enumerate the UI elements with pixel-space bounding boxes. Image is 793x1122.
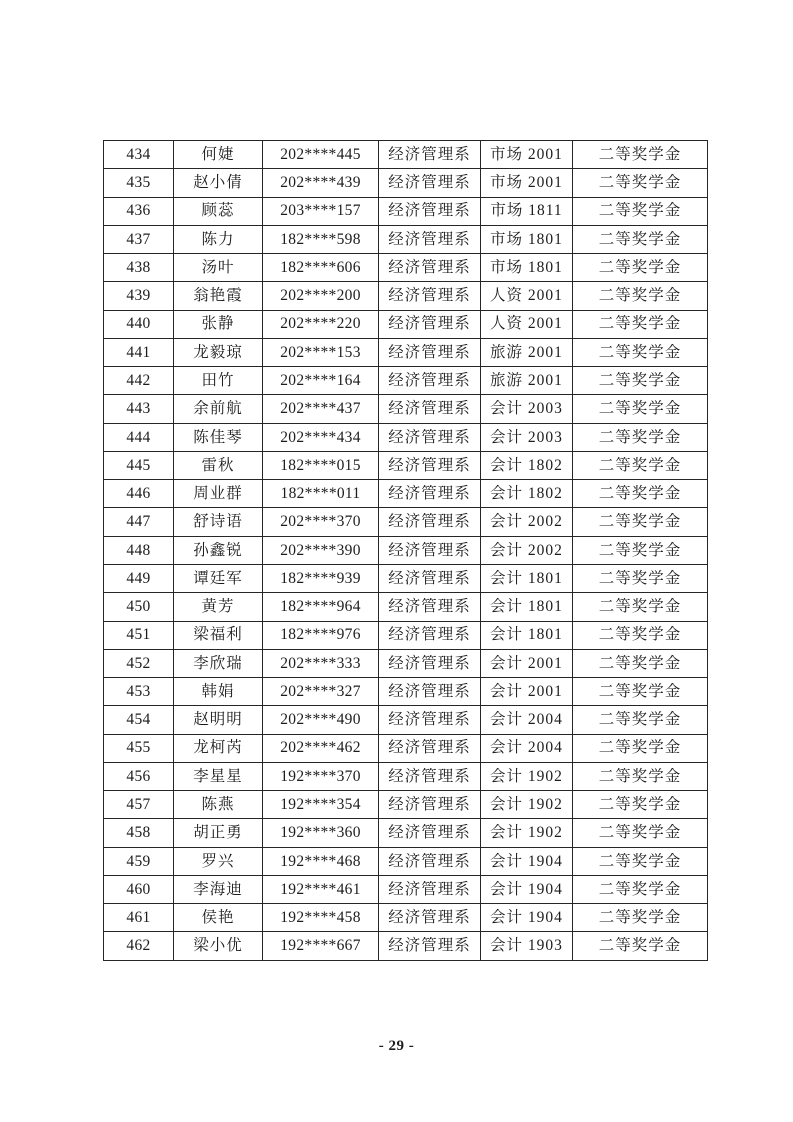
table-row (104, 338, 708, 366)
cell-name: 舒诗语 (174, 508, 263, 536)
table-row (104, 819, 708, 847)
cell-name: 龙毅琼 (174, 338, 263, 366)
cell-award: 二等奖学金 (573, 649, 708, 677)
cell-award: 二等奖学金 (573, 254, 708, 282)
cell-award: 二等奖学金 (573, 310, 708, 338)
cell-department: 经济管理系 (379, 904, 481, 932)
cell-student-id: 192****458 (263, 904, 379, 932)
cell-award: 二等奖学金 (573, 197, 708, 225)
table-row (104, 875, 708, 903)
cell-department: 经济管理系 (379, 706, 481, 734)
cell-department: 经济管理系 (379, 508, 481, 536)
cell-award: 二等奖学金 (573, 169, 708, 197)
cell-department: 经济管理系 (379, 621, 481, 649)
cell-department: 经济管理系 (379, 536, 481, 564)
cell-class: 会计 1801 (481, 621, 573, 649)
cell-class: 会计 1801 (481, 564, 573, 592)
cell-name: 雷秋 (174, 451, 263, 479)
cell-name: 陈力 (174, 225, 263, 253)
cell-name: 赵小倩 (174, 169, 263, 197)
cell-class: 会计 1902 (481, 819, 573, 847)
cell-award: 二等奖学金 (573, 847, 708, 875)
cell-index: 455 (104, 734, 174, 762)
cell-award: 二等奖学金 (573, 367, 708, 395)
cell-index: 446 (104, 480, 174, 508)
cell-name: 何婕 (174, 141, 263, 169)
cell-award: 二等奖学金 (573, 678, 708, 706)
table-row (104, 536, 708, 564)
cell-student-id: 192****360 (263, 819, 379, 847)
cell-student-id: 182****976 (263, 621, 379, 649)
cell-class: 人资 2001 (481, 310, 573, 338)
table-row (104, 847, 708, 875)
cell-award: 二等奖学金 (573, 621, 708, 649)
cell-class: 会计 2001 (481, 649, 573, 677)
cell-name: 梁福利 (174, 621, 263, 649)
cell-index: 443 (104, 395, 174, 423)
cell-name: 赵明明 (174, 706, 263, 734)
table-row (104, 254, 708, 282)
cell-award: 二等奖学金 (573, 593, 708, 621)
cell-class: 会计 1802 (481, 451, 573, 479)
cell-award: 二等奖学金 (573, 875, 708, 903)
table-row (104, 423, 708, 451)
table-row (104, 141, 708, 169)
cell-class: 会计 1904 (481, 875, 573, 903)
cell-class: 会计 2001 (481, 678, 573, 706)
scholarship-table (103, 140, 708, 961)
cell-award: 二等奖学金 (573, 480, 708, 508)
cell-index: 451 (104, 621, 174, 649)
cell-award: 二等奖学金 (573, 536, 708, 564)
cell-name: 梁小优 (174, 932, 263, 960)
cell-name: 韩娟 (174, 678, 263, 706)
cell-department: 经济管理系 (379, 649, 481, 677)
cell-student-id: 192****370 (263, 762, 379, 790)
cell-award: 二等奖学金 (573, 282, 708, 310)
table-row (104, 508, 708, 536)
cell-award: 二等奖学金 (573, 225, 708, 253)
cell-class: 会计 1801 (481, 593, 573, 621)
cell-class: 会计 1902 (481, 762, 573, 790)
cell-award: 二等奖学金 (573, 904, 708, 932)
table-row (104, 282, 708, 310)
cell-student-id: 202****333 (263, 649, 379, 677)
cell-class: 旅游 2001 (481, 367, 573, 395)
cell-index: 439 (104, 282, 174, 310)
cell-student-id: 202****439 (263, 169, 379, 197)
table-row (104, 564, 708, 592)
cell-class: 会计 2004 (481, 734, 573, 762)
cell-name: 张静 (174, 310, 263, 338)
cell-index: 453 (104, 678, 174, 706)
cell-student-id: 192****461 (263, 875, 379, 903)
cell-department: 经济管理系 (379, 762, 481, 790)
cell-index: 436 (104, 197, 174, 225)
cell-index: 441 (104, 338, 174, 366)
cell-award: 二等奖学金 (573, 762, 708, 790)
table-row (104, 197, 708, 225)
cell-student-id: 192****468 (263, 847, 379, 875)
cell-class: 会计 1903 (481, 932, 573, 960)
cell-name: 周业群 (174, 480, 263, 508)
cell-name: 田竹 (174, 367, 263, 395)
cell-class: 会计 2002 (481, 536, 573, 564)
cell-name: 汤叶 (174, 254, 263, 282)
table-row (104, 367, 708, 395)
table-row (104, 791, 708, 819)
cell-index: 458 (104, 819, 174, 847)
cell-student-id: 202****445 (263, 141, 379, 169)
table-row (104, 706, 708, 734)
cell-name: 侯艳 (174, 904, 263, 932)
cell-class: 会计 1904 (481, 847, 573, 875)
cell-name: 陈佳琴 (174, 423, 263, 451)
cell-student-id: 202****164 (263, 367, 379, 395)
table-row (104, 904, 708, 932)
cell-class: 市场 1801 (481, 225, 573, 253)
cell-award: 二等奖学金 (573, 508, 708, 536)
cell-student-id: 202****462 (263, 734, 379, 762)
cell-award: 二等奖学金 (573, 791, 708, 819)
cell-class: 会计 1904 (481, 904, 573, 932)
cell-department: 经济管理系 (379, 678, 481, 706)
cell-index: 461 (104, 904, 174, 932)
cell-index: 438 (104, 254, 174, 282)
cell-class: 会计 1902 (481, 791, 573, 819)
cell-class: 会计 2004 (481, 706, 573, 734)
cell-student-id: 202****437 (263, 395, 379, 423)
cell-department: 经济管理系 (379, 734, 481, 762)
cell-department: 经济管理系 (379, 254, 481, 282)
cell-class: 会计 2002 (481, 508, 573, 536)
table-row (104, 621, 708, 649)
cell-student-id: 182****606 (263, 254, 379, 282)
cell-department: 经济管理系 (379, 225, 481, 253)
cell-student-id: 202****153 (263, 338, 379, 366)
cell-award: 二等奖学金 (573, 423, 708, 451)
cell-student-id: 202****490 (263, 706, 379, 734)
table-row (104, 169, 708, 197)
scholarship-table-body (104, 141, 708, 961)
cell-department: 经济管理系 (379, 423, 481, 451)
cell-department: 经济管理系 (379, 875, 481, 903)
cell-department: 经济管理系 (379, 310, 481, 338)
cell-class: 会计 2003 (481, 423, 573, 451)
cell-student-id: 202****327 (263, 678, 379, 706)
cell-award: 二等奖学金 (573, 395, 708, 423)
cell-name: 谭廷军 (174, 564, 263, 592)
cell-award: 二等奖学金 (573, 706, 708, 734)
cell-index: 456 (104, 762, 174, 790)
cell-student-id: 182****598 (263, 225, 379, 253)
cell-index: 440 (104, 310, 174, 338)
cell-index: 457 (104, 791, 174, 819)
cell-department: 经济管理系 (379, 338, 481, 366)
cell-department: 经济管理系 (379, 932, 481, 960)
cell-department: 经济管理系 (379, 367, 481, 395)
cell-class: 市场 2001 (481, 169, 573, 197)
cell-student-id: 182****964 (263, 593, 379, 621)
cell-department: 经济管理系 (379, 847, 481, 875)
table-row (104, 678, 708, 706)
table-row (104, 225, 708, 253)
cell-index: 434 (104, 141, 174, 169)
cell-class: 市场 1801 (481, 254, 573, 282)
cell-class: 旅游 2001 (481, 338, 573, 366)
cell-index: 445 (104, 451, 174, 479)
cell-name: 罗兴 (174, 847, 263, 875)
cell-class: 市场 1811 (481, 197, 573, 225)
cell-class: 市场 2001 (481, 141, 573, 169)
cell-department: 经济管理系 (379, 395, 481, 423)
cell-name: 黄芳 (174, 593, 263, 621)
cell-student-id: 182****939 (263, 564, 379, 592)
cell-student-id: 202****220 (263, 310, 379, 338)
page-number: - 29 - (378, 1038, 415, 1054)
cell-name: 李欣瑞 (174, 649, 263, 677)
cell-index: 454 (104, 706, 174, 734)
cell-department: 经济管理系 (379, 282, 481, 310)
table-row (104, 932, 708, 960)
cell-name: 李星星 (174, 762, 263, 790)
table-row (104, 395, 708, 423)
cell-index: 447 (104, 508, 174, 536)
cell-student-id: 182****011 (263, 480, 379, 508)
cell-student-id: 192****667 (263, 932, 379, 960)
cell-student-id: 202****434 (263, 423, 379, 451)
cell-class: 人资 2001 (481, 282, 573, 310)
table-row (104, 310, 708, 338)
cell-student-id: 202****200 (263, 282, 379, 310)
cell-class: 会计 1802 (481, 480, 573, 508)
cell-index: 452 (104, 649, 174, 677)
cell-index: 435 (104, 169, 174, 197)
cell-index: 444 (104, 423, 174, 451)
cell-department: 经济管理系 (379, 197, 481, 225)
cell-student-id: 192****354 (263, 791, 379, 819)
cell-department: 经济管理系 (379, 791, 481, 819)
cell-department: 经济管理系 (379, 819, 481, 847)
cell-name: 陈燕 (174, 791, 263, 819)
cell-award: 二等奖学金 (573, 338, 708, 366)
cell-department: 经济管理系 (379, 564, 481, 592)
cell-award: 二等奖学金 (573, 141, 708, 169)
cell-name: 顾蕊 (174, 197, 263, 225)
cell-department: 经济管理系 (379, 593, 481, 621)
cell-student-id: 203****157 (263, 197, 379, 225)
cell-student-id: 202****370 (263, 508, 379, 536)
cell-name: 李海迪 (174, 875, 263, 903)
table-row (104, 649, 708, 677)
cell-index: 460 (104, 875, 174, 903)
cell-department: 经济管理系 (379, 169, 481, 197)
table-row (104, 593, 708, 621)
table-row (104, 762, 708, 790)
cell-index: 448 (104, 536, 174, 564)
cell-index: 442 (104, 367, 174, 395)
cell-name: 胡正勇 (174, 819, 263, 847)
table-row (104, 451, 708, 479)
cell-department: 经济管理系 (379, 451, 481, 479)
cell-student-id: 202****390 (263, 536, 379, 564)
cell-department: 经济管理系 (379, 141, 481, 169)
cell-department: 经济管理系 (379, 480, 481, 508)
table-row (104, 734, 708, 762)
cell-award: 二等奖学金 (573, 819, 708, 847)
cell-index: 437 (104, 225, 174, 253)
cell-award: 二等奖学金 (573, 451, 708, 479)
cell-name: 孙鑫锐 (174, 536, 263, 564)
cell-index: 459 (104, 847, 174, 875)
cell-class: 会计 2003 (481, 395, 573, 423)
table-row (104, 480, 708, 508)
cell-name: 翁艳霞 (174, 282, 263, 310)
cell-index: 450 (104, 593, 174, 621)
cell-award: 二等奖学金 (573, 932, 708, 960)
cell-index: 462 (104, 932, 174, 960)
cell-student-id: 182****015 (263, 451, 379, 479)
cell-award: 二等奖学金 (573, 734, 708, 762)
cell-name: 余前航 (174, 395, 263, 423)
cell-award: 二等奖学金 (573, 564, 708, 592)
cell-name: 龙柯芮 (174, 734, 263, 762)
cell-index: 449 (104, 564, 174, 592)
